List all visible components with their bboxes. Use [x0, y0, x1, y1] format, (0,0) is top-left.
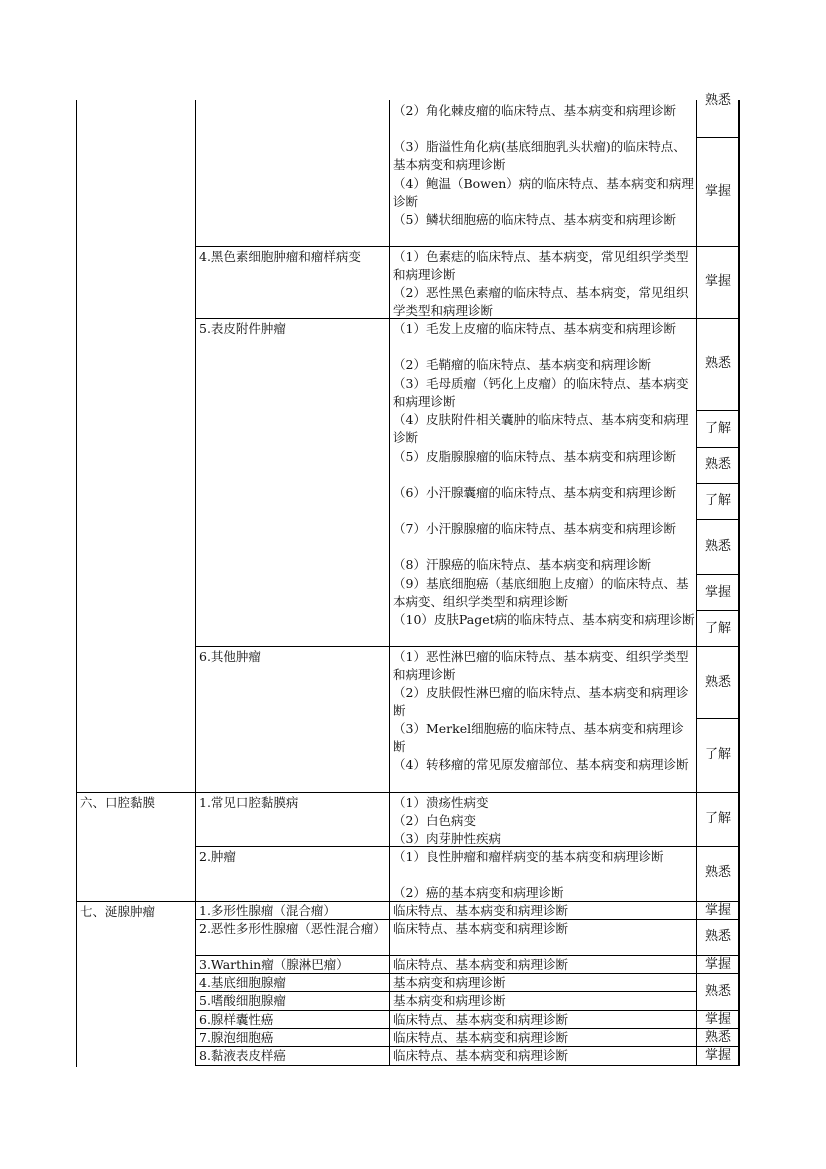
content-item: （1）色素痣的临床特点、基本病变，常见组织学类型和病理诊断	[393, 249, 689, 282]
topic-warthin-tumor: 3.Warthin瘤（腺淋巴瘤）	[199, 957, 349, 972]
content-item: 临床特点、基本病变和病理诊断	[393, 1012, 569, 1027]
content-item: 临床特点、基本病变和病理诊断	[393, 957, 569, 972]
level-tag: 熟悉	[704, 457, 731, 472]
content-item: 基本病变和病理诊断	[393, 975, 506, 990]
topic-oral-mucosal-disease: 1.常见口腔黏膜病	[199, 795, 299, 810]
content-item: （9）基底细胞癌（基底细胞上皮瘤）的临床特点、基本病变、组织学类型和病理诊断	[393, 576, 689, 609]
level-tag: 掌握	[704, 585, 731, 600]
level-tag: 熟悉	[704, 1030, 731, 1045]
row-divider	[696, 519, 740, 520]
topic-basal-cell-adenoma: 4.基底细胞腺瘤	[199, 975, 286, 990]
level-tag: 熟悉	[704, 675, 731, 690]
topic-oncocytoma: 5.嗜酸细胞腺瘤	[199, 993, 286, 1008]
level-tag: 掌握	[704, 1012, 731, 1027]
level-tag: 掌握	[704, 1048, 731, 1063]
level-tag: 了解	[704, 493, 731, 508]
topic-mucoepidermoid-carcinoma: 8.黏液表皮样癌	[199, 1048, 286, 1063]
content-item: （1）良性肿瘤和瘤样病变的基本病变和病理诊断	[393, 849, 664, 864]
column-divider	[195, 100, 196, 1066]
level-tag: 掌握	[704, 903, 731, 918]
content-item: （5）鳞状细胞癌的临床特点、基本病变和病理诊断	[393, 212, 676, 227]
content-item: 基本病变和病理诊断	[393, 993, 506, 1008]
content-item: （4）鲍温（Bowen）病的临床特点、基本病变和病理诊断	[393, 176, 694, 209]
table-border-left	[76, 100, 77, 1067]
section-salivary-gland: 七、涎腺肿瘤	[80, 904, 156, 919]
content-item: （2）皮肤假性淋巴瘤的临床特点、基本病变和病理诊断	[393, 685, 689, 718]
level-tag: 熟悉	[704, 984, 731, 999]
content-item: （3）肉芽肿性疾病	[393, 831, 501, 846]
content-item: （2）癌的基本病变和病理诊断	[393, 885, 564, 900]
content-item: （4）转移瘤的常见原发瘤部位、基本病变和病理诊断	[393, 757, 689, 772]
content-item: （7）小汗腺腺瘤的临床特点、基本病变和病理诊断	[393, 521, 676, 536]
content-item: 临床特点、基本病变和病理诊断	[393, 1048, 569, 1063]
topic-melanocytic-tumor: 4.黑色素细胞肿瘤和瘤样病变	[199, 249, 361, 264]
row-divider	[195, 646, 740, 647]
row-divider	[195, 246, 740, 247]
level-tag: 熟悉	[704, 865, 731, 880]
section-oral-mucosa: 六、口腔黏膜	[80, 795, 156, 810]
topic-pleomorphic-adenoma: 1.多形性腺瘤（混合瘤）	[199, 903, 336, 918]
level-tag: 熟悉	[704, 356, 731, 371]
row-divider	[696, 447, 740, 448]
row-divider	[696, 574, 740, 575]
level-tag: 熟悉	[704, 539, 731, 554]
row-divider	[696, 610, 740, 611]
content-item: （2）恶性黑色素瘤的临床特点、基本病变，常见组织学类型和病理诊断	[393, 285, 689, 318]
content-item: 临床特点、基本病变和病理诊断	[393, 903, 569, 918]
content-item: 临床特点、基本病变和病理诊断	[393, 921, 569, 936]
level-tag: 掌握	[704, 274, 731, 289]
column-divider	[389, 100, 390, 1066]
content-item: （3）Merkel细胞癌的临床特点、基本病变和病理诊断	[393, 721, 684, 754]
row-divider	[696, 483, 740, 484]
topic-acinic-cell-carcinoma: 7.腺泡细胞癌	[199, 1030, 274, 1045]
level-tag: 掌握	[704, 184, 731, 199]
content-item: （5）皮脂腺腺瘤的临床特点、基本病变和病理诊断	[393, 449, 676, 464]
content-item: （4）皮肤附件相关囊肿的临床特点、基本病变和病理诊断	[393, 412, 689, 445]
topic-malignant-mixed-tumor: 2.恶性多形性腺瘤（恶性混合瘤）	[199, 921, 386, 936]
content-item: （2）毛鞘瘤的临床特点、基本病变和病理诊断	[393, 357, 651, 372]
row-divider	[696, 718, 740, 719]
topic-oral-tumor: 2.肿瘤	[199, 849, 236, 864]
level-tag: 熟悉	[704, 93, 731, 108]
content-item: （2）角化棘皮瘤的临床特点、基本病变和病理诊断	[393, 103, 676, 118]
content-item: （3）脂溢性角化病(基底细胞乳头状瘤)的临床特点、基本病变和病理诊断	[393, 139, 686, 172]
row-divider	[696, 410, 740, 411]
topic-other-tumor: 6.其他肿瘤	[199, 649, 261, 664]
table-border-bottom	[195, 1065, 740, 1066]
content-item: （6）小汗腺囊瘤的临床特点、基本病变和病理诊断	[393, 485, 676, 500]
content-item: （2）白色病变	[393, 813, 476, 828]
content-item: （3）毛母质瘤（钙化上皮瘤）的临床特点、基本病变和病理诊断	[393, 376, 689, 409]
content-item: 临床特点、基本病变和病理诊断	[393, 1030, 569, 1045]
content-item: （8）汗腺癌的临床特点、基本病变和病理诊断	[393, 557, 651, 572]
column-divider	[696, 100, 697, 1066]
content-item: （1）溃疡性病变	[393, 795, 489, 810]
level-tag: 掌握	[704, 957, 731, 972]
level-tag: 熟悉	[704, 929, 731, 944]
content-item: （1）恶性淋巴瘤的临床特点、基本病变、组织学类型和病理诊断	[393, 649, 689, 682]
content-item: （1）毛发上皮瘤的临床特点、基本病变和病理诊断	[393, 321, 676, 336]
topic-adenoid-cystic-carcinoma: 6.腺样囊性癌	[199, 1012, 274, 1027]
topic-adnexal-tumor: 5.表皮附件肿瘤	[199, 321, 286, 336]
content-item: （10）皮肤Paget病的临床特点、基本病变和病理诊断	[393, 612, 695, 627]
row-divider	[76, 792, 740, 793]
table-border-right	[738, 100, 740, 1066]
level-tag: 了解	[704, 621, 731, 636]
row-divider	[696, 137, 740, 138]
level-tag: 了解	[704, 421, 731, 436]
level-tag: 了解	[704, 747, 731, 762]
level-tag: 了解	[704, 811, 731, 826]
